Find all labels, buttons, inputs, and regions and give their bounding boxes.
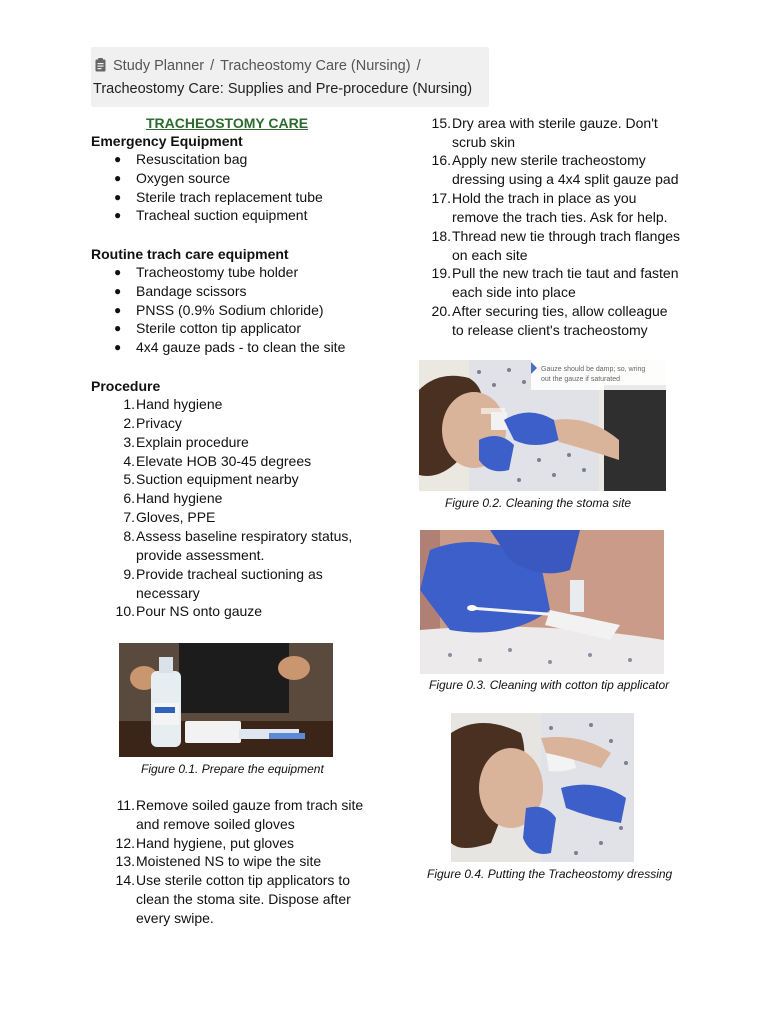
step-text: scrub skin — [452, 133, 516, 150]
step-text: Apply new sterile tracheostomy — [452, 152, 646, 168]
step-number: 12. — [115, 835, 135, 851]
step-number: 9. — [123, 566, 135, 582]
step-number: 7. — [123, 509, 135, 525]
bullet-dot: ● — [114, 321, 122, 336]
procedure-heading: Procedure — [91, 378, 161, 394]
bullet-dot: ● — [114, 189, 122, 204]
step-number: 14. — [115, 872, 135, 888]
figure-caption-2: Figure 0.2. Cleaning the stoma site — [445, 496, 632, 510]
step-number: 19. — [431, 265, 451, 281]
step-text: remove the trach ties. Ask for help. — [452, 208, 668, 225]
routine-item: 4x4 gauze pads - to clean the site — [136, 339, 346, 356]
step-number: 18. — [431, 228, 451, 244]
step-number: 13. — [115, 853, 135, 869]
breadcrumb-study-planner[interactable]: Study Planner — [113, 58, 205, 74]
step-text: Pull the new trach tie taut and fasten — [452, 265, 679, 281]
breadcrumb-separator: / — [416, 58, 421, 74]
step-number: 5. — [123, 471, 135, 487]
figure-prepare-equipment-photo — [119, 643, 333, 757]
emergency-item: Sterile trach replacement tube — [136, 188, 323, 205]
step-number: 15. — [431, 115, 451, 131]
routine-item: PNSS (0.9% Sodium chloride) — [136, 301, 324, 318]
step-number: 6. — [123, 490, 135, 506]
bullet-dot: ● — [114, 265, 122, 279]
step-text: every swipe. — [136, 909, 214, 926]
emergency-item: Tracheal suction equipment — [136, 207, 308, 224]
routine-heading: Routine trach care equipment — [91, 246, 289, 262]
step-text: necessary — [136, 584, 200, 601]
step-text: each side into place — [452, 283, 576, 300]
step-text: Hold the trach in place as you — [452, 190, 637, 206]
step-number: 4. — [123, 453, 135, 469]
step-text: Hand hygiene — [136, 490, 223, 506]
step-number: 17. — [431, 190, 451, 206]
figure-caption-3: Figure 0.3. Cleaning with cotton tip applicator — [429, 678, 670, 692]
figure-cotton-tip-photo — [420, 530, 664, 674]
step-text: Explain procedure — [136, 434, 249, 450]
breadcrumb — [91, 47, 489, 107]
step-number: 8. — [123, 528, 135, 544]
step-text: Dry area with sterile gauze. Don't — [452, 115, 658, 131]
step-number: 3. — [123, 434, 135, 450]
figure-overlay-line1: Gauze should be damp; so, wring — [541, 366, 646, 373]
step-text: Suction equipment nearby — [136, 471, 299, 487]
step-text: Remove soiled gauze from trach site — [136, 797, 364, 813]
figure-trach-dressing-photo — [451, 713, 634, 862]
step-text: Elevate HOB 30-45 degrees — [136, 453, 312, 469]
step-number: 16. — [431, 152, 451, 168]
bullet-dot: ● — [114, 170, 122, 185]
bullet-dot: ● — [114, 283, 122, 298]
figure-caption-4: Figure 0.4. Putting the Tracheostomy dressing — [427, 867, 673, 881]
step-text: Pour NS onto gauze — [136, 603, 263, 619]
step-text: on each site — [452, 246, 528, 263]
step-text: Hand hygiene — [136, 396, 223, 412]
step-text: Gloves, PPE — [136, 509, 216, 525]
breadcrumb-trach-care[interactable]: Tracheostomy Care (Nursing) — [220, 58, 411, 74]
routine-item: Bandage scissors — [136, 282, 247, 299]
emergency-item: Oxygen source — [136, 169, 231, 186]
clipboard-icon — [95, 58, 106, 72]
step-text: Assess baseline respiratory status, — [136, 528, 353, 544]
step-number: 11. — [116, 797, 135, 813]
step-text: Privacy — [136, 415, 182, 431]
figure-cleaning-stoma-photo — [419, 360, 666, 491]
bullet-dot: ● — [114, 208, 122, 223]
step-text: Provide tracheal suctioning as — [136, 566, 323, 582]
step-number: 10. — [115, 603, 135, 619]
step-text: clean the stoma site. Dispose after — [136, 890, 351, 907]
breadcrumb-current-page: Tracheostomy Care: Supplies and Pre-procedure (Nursing) — [93, 81, 473, 97]
figure-caption-1: Figure 0.1. Prepare the equipment — [141, 762, 324, 776]
step-text: After securing ties, allow colleague — [452, 303, 668, 319]
step-number: 20. — [431, 303, 451, 319]
breadcrumb-separator: / — [210, 58, 215, 74]
bullet-dot: ● — [114, 152, 122, 166]
step-text: and remove soiled gloves — [136, 815, 295, 832]
emergency-heading: Emergency Equipment — [91, 133, 243, 149]
routine-item: Sterile cotton tip applicator — [136, 320, 301, 337]
doc-title: TRACHEOSTOMY CARE — [146, 115, 309, 131]
routine-item: Tracheostomy tube holder — [136, 264, 299, 280]
figure-overlay-line2: out the gauze if saturated — [541, 376, 620, 383]
step-text: Hand hygiene, put gloves — [136, 835, 294, 851]
step-text: Use sterile cotton tip applicators to — [136, 872, 350, 888]
step-text: dressing using a 4x4 split gauze pad — [452, 170, 679, 187]
step-number: 2. — [123, 415, 135, 431]
step-number: 1. — [123, 396, 135, 412]
step-text: to release client's tracheostomy — [452, 321, 648, 338]
bullet-dot: ● — [114, 302, 122, 317]
step-text: Thread new tie through trach flanges — [452, 228, 681, 244]
bullet-dot: ● — [114, 340, 122, 355]
step-text: provide assessment. — [136, 546, 265, 563]
emergency-item: Resuscitation bag — [136, 151, 248, 167]
step-text: Moistened NS to wipe the site — [136, 853, 322, 869]
